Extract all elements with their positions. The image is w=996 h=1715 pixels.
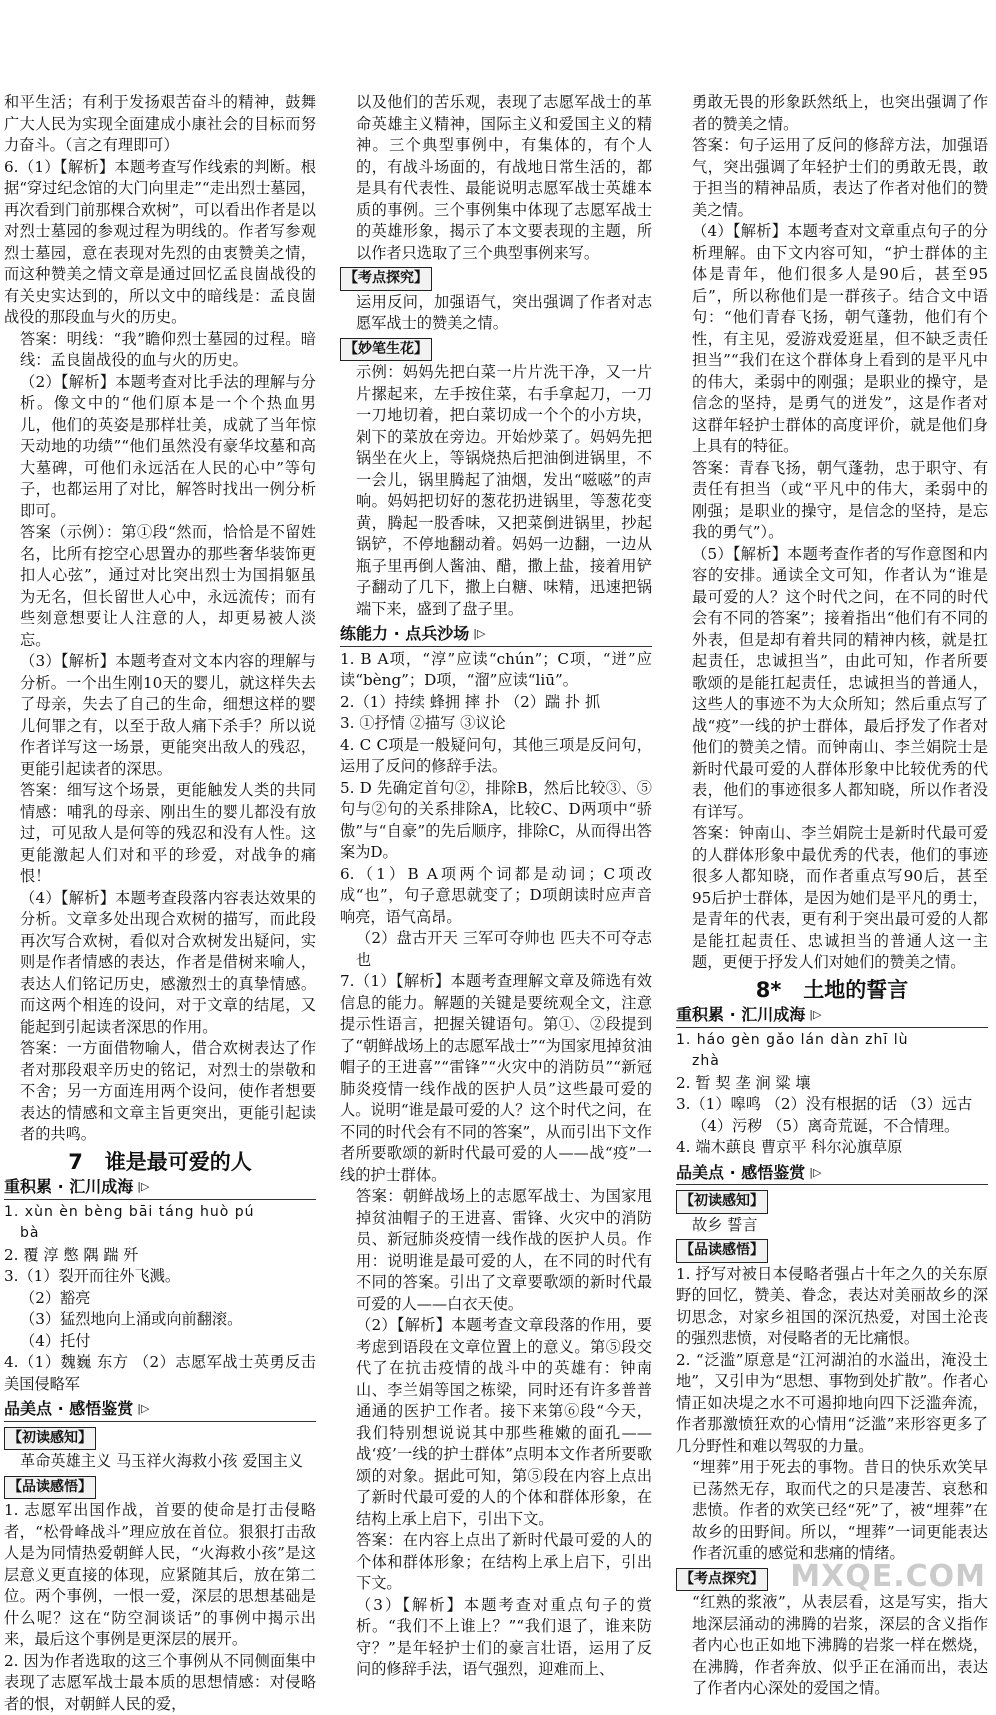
column-middle <box>340 92 652 1592</box>
answer-text: 答案：句子运用了反问的修辞方法，加强语气，突出强调了年轻护士们的勇敢无畏，敢于担当的精神品质，表达了作者对他们的赞美之情。 <box>676 135 988 221</box>
answer-item: （2）盘古开天 三军可夺帅也 匹夫不可夺志也 <box>340 928 652 971</box>
answer-item: 4. C C项是一般疑问句，其他三项是反问句，运用了反问的修辞手法。 <box>340 735 652 778</box>
section-header <box>4 1398 316 1422</box>
vocab-item: 2. 暂 契 垄 涧 粱 壤 <box>676 1073 988 1095</box>
answer-item: 7.（1）【解析】本题考查理解文章及筛选有效信息的能力。解题的关键是要统观全文，注意提示性语言，把握关键语句。第①、②段提到了“朝鲜战场上的志愿军战士”“为国家甩掉贫油帽子的王进喜”“雷锋”“火灾中的消防员”“新冠肺炎疫情一线作战的医护人员”这些最可爱的人。说明“谁是最可爱的人？这个时代之问，在不同的时代会有不同的答案”，从而引出下文作者所要歌颂的新时代最可爱的人——战“疫”一线的护士群体。 <box>340 971 652 1186</box>
answer-item: 2. “泛滥”原意是“江河湖泊的水溢出，淹没土地”，又引申为“思想、事物到处扩散”。作者心情正如决堤之水不可遏抑地向四下泛滥奔流，作者那激愤狂欢的心情用“泛滥”来形容更多了几分野性和难以驾驭的力量。 <box>676 1350 988 1458</box>
answer-item-6-4: （4）【解析】本题考查段落内容表达效果的分析。文章多处出现合欢树的描写，而此段再次写合欢树，看似对合欢树发出疑问，实则是作者情感的表达，作者是借树来喻人，表达人们铭记历史，感激烈士的真挚情感。而这两个相连的设问，对于文章的结尾，又能起到引起读者深思的作用。 <box>4 888 316 1039</box>
vocab-item: 1. háo gèn gǎo lán dàn zhī lù <box>676 1030 988 1052</box>
lesson-title <box>676 980 988 1002</box>
arrow-icon: |▷ <box>809 1004 821 1026</box>
vocab-item: 3.（1）裂开而往外飞溅。 <box>4 1266 316 1288</box>
answer-text: 答案：明线：“我”瞻仰烈士墓园的过程。暗线：孟良崮战役的血与火的历史。 <box>4 329 316 372</box>
lesson-name: 土地的誓言 <box>803 978 908 1002</box>
paragraph: 勇敢无畏的形象跃然纸上，也突出强调了作者的赞美之情。 <box>676 92 988 135</box>
answer-text: 答案：细写这个场景，更能触发人类的共同情感：哺乳的母亲、刚出生的婴儿都没有放过，可见敌人是何等的残忍和没有人性。这更能激起人们对和平的珍爱，对战争的痛恨！ <box>4 780 316 888</box>
answer-item: 3. ①抒情 ②描写 ③议论 <box>340 713 652 735</box>
lesson-number: 8* <box>756 978 782 1002</box>
answer-text: 运用反问，加强语气，突出强调了作者对志愿军战士的赞美之情。 <box>340 292 652 335</box>
answer-item: 2.（1）持续 蜂拥 摔 扑 （2）踹 扑 抓 <box>340 692 652 714</box>
section-header <box>676 1004 988 1028</box>
section-title: 练能力 · 点兵沙场 <box>340 623 469 645</box>
answer-text: 答案：青春飞扬，朝气蓬勃，忠于职守、有责任有担当（或“平凡中的伟大，柔弱中的刚强；是职业的操守，是信念的坚持，是忘我的勇气”）。 <box>676 458 988 544</box>
answer-text: 答案：在内容上点出了新时代最可爱的人的个体和群体形象；在结构上承上启下，引出下文。 <box>340 1530 652 1595</box>
answer-item: （5）【解析】本题考查作者的写作意图和内容的安排。通读全文可知，作者认为“谁是最可爱的人？这个时代之问，在不同的时代会有不同的答案”；接着指出“他们有不同的外表，但是却有着共同的精神内核，就是扛起责任，忠诚担当”，由此可知，作者所要歌颂的是能扛起责任，忠诚担当的普通人，这些人的事迹不为大众所知；然后重点写了战“疫”一线的护士群体，最后抒发了作者对他们的赞美之情。而钟南山、李兰娟院士是新时代最可爱的人群体形象中比较优秀的代表，他们的事迹很多人都知晓，所以作者没有详写。 <box>676 544 988 824</box>
arrow-icon: |▷ <box>473 623 485 645</box>
answer-text: 示例：妈妈先把白菜一片片洗干净，又一片片摞起来，左手按住菜，右手拿起刀，一刀一刀地切着，把白菜切成一个个的小方块，剁下的菜放在旁边。开始炒菜了。妈妈先把锅坐在火上，等锅烧热后把油倒进锅里，不一会儿，锅里腾起了油烟，发出“嗞嗞”的声响。妈妈把切好的葱花扔进锅里，等葱花变黄，腾起一股香味，又把菜倒进锅里，抄起锅铲，不停地翻动着。妈妈一边翻，一边从瓶子里再倒人酱油、醋，撒上盐，接着用铲子翻动了几下，撒上白糖、味精，迅速把锅端下来，盛到了盘子里。 <box>340 362 652 620</box>
vocab-item: 4.（1）魏巍 东方 （2）志愿军战士英勇反击美国侵略军 <box>4 1352 316 1395</box>
arrow-icon: |▷ <box>137 1176 149 1198</box>
vocab-item: 3.（1）嗥鸣 （2）没有根据的话 （3）远古 <box>676 1094 988 1116</box>
vocab-item: （3）猛烈地向上涌或向前翻滚。 <box>4 1309 316 1331</box>
answer-text: 答案：朝鲜战场上的志愿军战士、为国家甩掉贫油帽子的王进喜、雷锋、火灾中的消防员、新冠肺炎疫情一线作战的医护人员。作用：说明谁是最可爱的人，在不同的时代有不同的答案。引出了文章要歌颂的新时代最可爱的人——白衣天使。 <box>340 1186 652 1315</box>
vocab-item: 1. xùn èn bèng bāi táng huò pú <box>4 1202 316 1224</box>
subsection-tag: 【品读感悟】 <box>676 1239 768 1263</box>
watermark: MXQE.COM <box>790 1559 986 1594</box>
section-title: 重积累 · 汇川成海 <box>676 1004 805 1026</box>
section-header <box>4 1176 316 1200</box>
lesson-number: 7 <box>68 1150 83 1174</box>
answer-item: （4）【解析】本题考查对文章重点句子的分析理解。由下文内容可知，“护士群体的主体是青年，他们很多人是90后，甚至95后”，所以称他们是一群孩子。结合文中语句：“他们青春飞扬，朝气蓬勃，他们有个性，有主见，爱游戏爱逛星，但不缺乏责任担当”“我们在这个群体身上看到的是平凡中的伟大，柔弱中的刚强；是职业的操守，是信念的坚持，是勇气的迸发”，这是作者对这群年轻护士群体的高度评价，就是他们身上具有的特征。 <box>676 221 988 458</box>
answer-text: 答案：钟南山、李兰娟院士是新时代最可爱的人群体形象中最优秀的代表，他们的事迹很多人都知晓，而作者重点写90后，甚至95后护士群体，是因为她们是平凡的勇士，是青年的代表，更有利于突出最可爱的人都是能扛起责任、忠诚担当的普通人这一主题，更便于抒发人们对她们的赞美之情。 <box>676 823 988 974</box>
answer-item-6-2: （2）【解析】本题考查对比手法的理解与分析。像文中的“他们原本是一个个热血男儿，他们的英姿是那样壮美，成就了当年惊天动地的功绩”“他们虽然没有豪华坟墓和高大墓碑，可他们永远活在人民的心中”等句子，也都运用了对比，解答时找出一例分析即可。 <box>4 372 316 523</box>
answer-item: （2）【解析】本题考查文章段落的作用，要考虑到语段在文章位置上的意义。第⑤段交代了在抗击疫情的战斗中的英雄有：钟南山、李兰娟等国之栋梁，同时还有许多普普通通的医护工作者。接下来第⑥段“今天，我们特别想说说其中那些稚嫩的面孔——战‘疫’一线的护士群体”点明本文作者所要歌颂的对象。据此可知，第⑤段在内容上点出了新时代最可爱的人的个体和群体形象，在结构上承上启下，引出下文。 <box>340 1315 652 1530</box>
answer-text: 革命英雄主义 马玉祥火海救小孩 爱国主义 <box>4 1451 316 1473</box>
lesson-title <box>4 1152 316 1174</box>
section-title: 品美点 · 感悟鉴赏 <box>4 1398 133 1420</box>
arrow-icon: |▷ <box>809 1162 821 1184</box>
vocab-item: 2. 覆 淳 憋 隅 踹 歼 <box>4 1245 316 1267</box>
answer-item: （3）【解析】本题考查对重点句子的赏析。“我们不上谁上？”“我们退了，谁来防守？”是年轻护士们的豪言壮语，运用了反问的修辞手法，语气强烈，迎难而上、 <box>340 1595 652 1681</box>
subsection-tag: 【初读感知】 <box>676 1190 768 1214</box>
vocab-item: bà <box>4 1223 316 1245</box>
subsection-tag: 【考点探究】 <box>340 267 432 291</box>
section-title: 重积累 · 汇川成海 <box>4 1176 133 1198</box>
subsection-tag: 【品读感悟】 <box>4 1476 96 1500</box>
arrow-icon: |▷ <box>137 1398 149 1420</box>
answer-text: 故乡 誓言 <box>676 1215 988 1237</box>
answer-text: 答案：一方面借物喻人，借合欢树表达了作者对那段艰辛历史的铭记，对烈士的崇敬和不舍；另一方面连用两个设问，使作者想要表达的情感和文章主旨更突出，更能引起读者的共鸣。 <box>4 1038 316 1146</box>
vocab-item: （4）污秽 （5）离奇荒诞，不合情理。 <box>676 1116 988 1138</box>
answer-item: 1. 志愿军出国作战，首要的使命是打击侵略者，“松骨峰战斗”理应放在首位。狠狠打击敌人是为同情热爱朝鲜人民，“火海救小孩”是这层意义更直接的体现，应紧随其后，放在第二位。两个事例，一恨一爱，深层的思想基础是什么呢？这在“防空洞谈话”的事例中揭示出来，最后这个事例是更深层的展开。 <box>4 1500 316 1651</box>
answer-item: 1. 抒写对被日本侵略者强占十年之久的关东原野的回忆，赞美、眷念，表达对美丽故乡的深切思念，对家乡祖国的深沉热爱，对国土沦丧的强烈悲愤，对侵略者的无比痛恨。 <box>676 1264 988 1350</box>
answer-text: “埋葬”用于死去的事物。昔日的快乐欢笑早已荡然无存，取而代之的只是凄苦、哀愁和悲愤。作者的欢笑已经“死”了，被“埋葬”在故乡的田野间。所以，“埋葬”一词更能表达作者沉重的感觉和悲痛的情绪。 <box>676 1457 988 1565</box>
section-header <box>340 623 652 647</box>
section-header <box>676 1162 988 1186</box>
vocab-item: 4. 端木蕻良 曹京平 科尔沁旗草原 <box>676 1137 988 1159</box>
subsection-tag: 【妙笔生花】 <box>340 338 432 362</box>
answer-text: 答案（示例）：第①段“然而，恰恰是不留姓名，比所有挖空心思置办的那些奢华装饰更扣人心弦”，通过对比突出烈士为国捐躯虽为无名，但长留世人心中，永远流传；而有些刻意想要让人注意的人，却更易被人淡忘。 <box>4 522 316 651</box>
answer-item: 2. 因为作者选取的这三个事例从不同侧面集中表现了志愿军战士最本质的思想情感：对侵略者的恨，对朝鲜人民的爱， <box>4 1651 316 1715</box>
column-right <box>676 92 988 1592</box>
paragraph: 以及他们的苦乐观，表现了志愿军战士的革命英雄主义精神，国际主义和爱国主义的精神。三个典型事例中，有集体的，有个人的，有战斗场面的，有战地日常生活的，都是具有代表性、最能说明志愿军战士英雄本质的事例。三个事例集中体现了志愿军战士的英雄形象，揭示了本文要表现的主题，所以作者只选取了三个典型事例来写。 <box>340 92 652 264</box>
column-left <box>4 92 316 1592</box>
answer-text: “红熟的浆液”，从表层看，这是写实，指大地深层涌动的沸腾的岩浆，深层的含义指作者内心也正如地下沸腾的岩浆一样在燃烧，在沸腾，作者奔放、似乎正在涌而出，表达了作者内心深处的爱国之情。 <box>676 1592 988 1700</box>
subsection-tag: 【考点探究】 <box>676 1568 768 1592</box>
answer-item: 5. D 先确定首句②，排除B，然后比较③、⑤句与②句的关系排除A，比较C、D两项中“骄傲”与“自豪”的先后顺序，排除C，从而得出答案为D。 <box>340 778 652 864</box>
answer-item-6-3: （3）【解析】本题考查对文本内容的理解与分析。一个出生刚10天的婴儿，就这样失去了母亲，失去了自己的生命，细想这样的婴儿何罪之有，以至于敌人痛下杀手？所以说作者详写这一场景，更能突出敌人的残忍，更能引起读者的深思。 <box>4 651 316 780</box>
answer-item: 1. B A项，“淳”应读“chún”；C项，“迸”应读“bèng”；D项，“溜”应读“liū”。 <box>340 649 652 692</box>
paragraph: 和平生活；有利于发扬艰苦奋斗的精神，鼓舞广大人民为实现全面建成小康社会的目标而努力奋斗。（言之有理即可） <box>4 92 316 157</box>
answer-item-6-1: 6.（1）【解析】本题考查写作线索的判断。根据“穿过纪念馆的大门向里走”“走出烈士墓园，再次看到门前那棵合欢树”，可以看出作者是以对烈士墓园的参观过程为明线的。作者写参观烈士墓园，意在表现对先烈的由衷赞美之情，而这种赞美之情文章是通过回忆孟良崮战役的有关史实达到的，所以文中的暗线是：孟良崮战役的那段血与火的历史。 <box>4 157 316 329</box>
answer-item: 6.（1）B A项两个词都是动词；C项改成“也”，句子意思就变了；D项朗读时应声音响亮，语气高昂。 <box>340 864 652 929</box>
vocab-item: zhà <box>676 1051 988 1073</box>
section-title: 品美点 · 感悟鉴赏 <box>676 1162 805 1184</box>
vocab-item: （2）豁亮 <box>4 1288 316 1310</box>
lesson-name: 谁是最可爱的人 <box>105 1150 252 1174</box>
vocab-item: （4）托付 <box>4 1331 316 1353</box>
subsection-tag: 【初读感知】 <box>4 1427 96 1451</box>
